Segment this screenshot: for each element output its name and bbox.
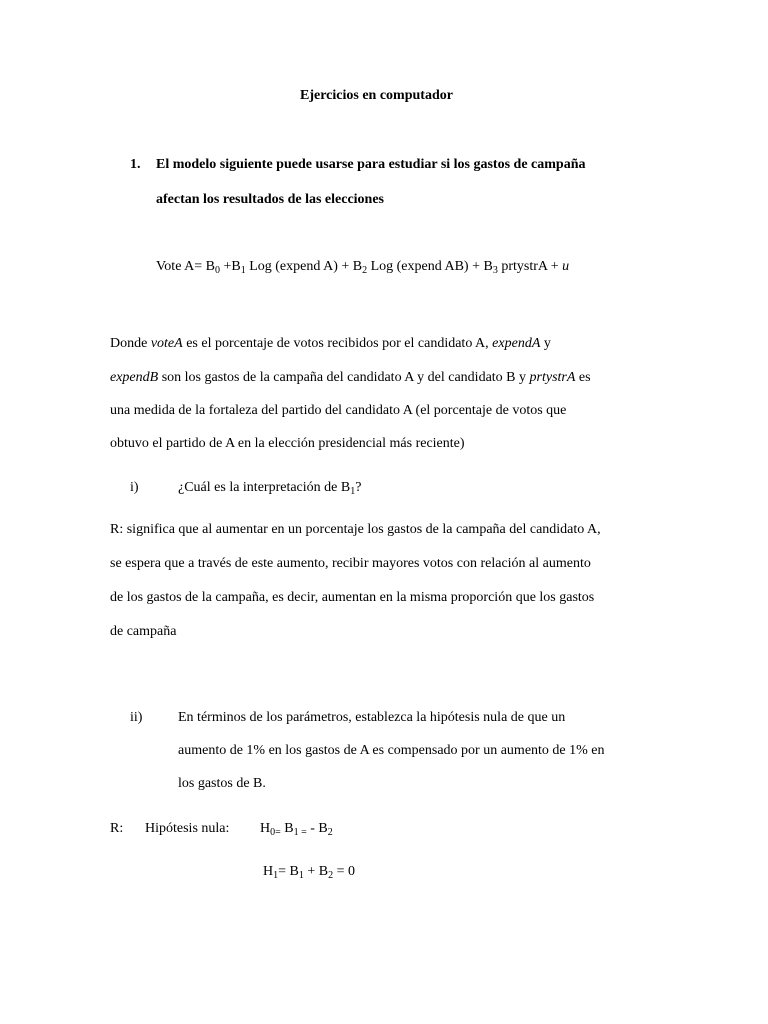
h1-sub-3: 2 [328, 870, 334, 881]
eq-part-4: Log (expend AB) + B [367, 259, 493, 274]
h1-a: H [263, 864, 274, 879]
donde-2d: es [575, 370, 591, 385]
question-ii-line-3: los gastos de B. [178, 776, 266, 791]
eq-sub-2: 2 [362, 265, 368, 276]
h1-sub-2: 1 [298, 870, 304, 881]
question-i-label: i) [130, 480, 139, 495]
donde-2c: prtystrA [529, 370, 576, 385]
question-1-number: 1. [130, 157, 141, 172]
donde-1a: Donde [110, 336, 151, 351]
qi-end: ? [355, 480, 362, 495]
qi-sub: 1 [350, 486, 356, 497]
answer-ii-label: Hipótesis nula: [145, 821, 230, 836]
donde-1b: voteA [150, 336, 183, 351]
h0-sub: 0= [270, 827, 281, 838]
answer-i-line-4: de campaña [110, 624, 177, 639]
alt-hypothesis [263, 865, 355, 879]
h0-c: - B [306, 821, 328, 836]
h0-sub-3: 2 [327, 827, 333, 838]
eq-sub-0: 0 [214, 265, 220, 276]
question-1-line-2: afectan los resultados de las elecciones [156, 192, 384, 207]
h1-sub: 1 [273, 870, 279, 881]
eq-error-term: u [562, 259, 570, 274]
donde-line-1 [110, 337, 551, 351]
null-hypothesis [260, 822, 333, 836]
donde-2a: expendB [110, 370, 159, 385]
eq-sub-3: 3 [492, 265, 498, 276]
qi-text: ¿Cuál es la interpretación de B [178, 480, 351, 495]
eq-part-3: Log (expend A) + B [245, 259, 363, 274]
h0-a: H [260, 821, 271, 836]
donde-2b: son los gastos de la campaña del candidato A y del candidato B y [158, 370, 530, 385]
answer-i-line-2: se espera que a través de este aumento, recibir mayores votos con relación al aumento [110, 556, 591, 571]
page-title: Ejercicios en computador [300, 88, 453, 103]
answer-i-line-1: R: significa que al aumentar en un porcentaje los gastos de la campaña del candidato A, [110, 522, 601, 537]
question-ii-line-2: aumento de 1% en los gastos de A es compensado por un aumento de 1% en [178, 743, 605, 758]
h1-d: = 0 [333, 864, 355, 879]
h1-c: + B [303, 864, 329, 879]
donde-line-2 [110, 371, 591, 385]
question-1-line-1: El modelo siguiente puede usarse para estudiar si los gastos de campaña [156, 157, 586, 172]
eq-part-1: Vote A= B [156, 259, 215, 274]
eq-sub-1: 1 [240, 265, 246, 276]
donde-1d: expendA [492, 336, 541, 351]
question-i-text [178, 481, 361, 495]
donde-1e: y [540, 336, 551, 351]
model-equation [156, 260, 569, 274]
donde-line-4: obtuvo el partido de A en la elección presidencial más reciente) [110, 436, 465, 451]
eq-part-5: prtystrA + [497, 259, 563, 274]
answer-i-line-3: de los gastos de la campaña, es decir, aumentan en la misma proporción que los gastos [110, 590, 595, 605]
question-ii-line-1: En términos de los parámetros, establezca la hipótesis nula de que un [178, 710, 566, 725]
eq-part-2: +B [219, 259, 241, 274]
h0-b: B [280, 821, 294, 836]
question-ii-label: ii) [130, 710, 143, 725]
donde-1c: es el porcentaje de votos recibidos por el candidato A, [182, 336, 493, 351]
donde-line-3: una medida de la fortaleza del partido del candidato A (el porcentaje de votos que [110, 403, 567, 418]
h0-sub-2: 1 = [293, 827, 307, 838]
answer-ii-r: R: [110, 821, 124, 836]
h1-b: = B [278, 864, 299, 879]
